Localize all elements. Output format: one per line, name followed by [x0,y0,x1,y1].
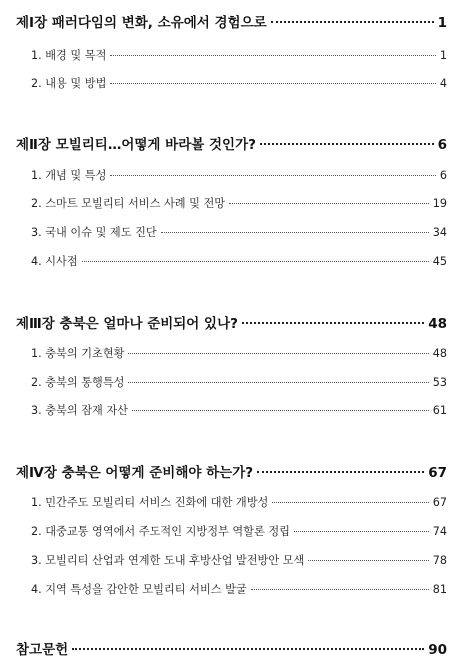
page-number: 90 [428,642,447,658]
item-title: 3. 국내 이슈 및 제도 진단 [31,226,157,239]
page-number: 67 [428,465,447,481]
dot-leader [161,232,429,233]
dot-leader [260,143,434,145]
page-number: 81 [432,583,447,596]
item-title: 3. 모빌리티 산업과 연계한 도내 후방산업 발전방안 모색 [31,554,305,567]
dot-leader [251,589,429,590]
toc-item[interactable] [31,224,447,240]
toc-item[interactable] [31,494,447,510]
page-number: 6 [439,169,447,182]
references-title: 참고문헌 [16,642,69,658]
page-number: 48 [428,316,447,332]
toc-chapter-2[interactable] [16,133,447,153]
page-number: 53 [432,376,447,389]
dot-leader [242,322,424,324]
toc-item[interactable] [31,253,447,269]
dot-leader [128,382,428,383]
page-number: 74 [432,525,447,538]
page-number: 6 [437,137,447,153]
chapter-title: 제Ⅰ장 패러다임의 변화, 소유에서 경험으로 [16,15,267,31]
dot-leader [82,261,429,262]
page-number: 1 [437,15,447,31]
item-title: 2. 내용 및 방법 [31,77,107,90]
chapter-title: 제Ⅲ장 충북은 얼마나 준비되어 있나? [16,316,238,332]
toc-item[interactable] [31,167,447,183]
toc-item[interactable] [31,374,447,390]
item-title: 2. 대중교통 영역에서 주도적인 지방정부 역할론 정립 [31,525,290,538]
dot-leader [271,21,434,23]
dot-leader [110,83,435,84]
page-number: 19 [432,197,447,210]
item-title: 4. 시사점 [31,255,78,268]
dot-leader [308,560,428,561]
dot-leader [272,502,428,503]
dot-leader [229,203,429,204]
dot-leader [72,648,424,650]
toc-item[interactable] [31,75,447,91]
chapter-title: 제Ⅳ장 충북은 어떻게 준비해야 하는가? [16,465,254,481]
toc-item[interactable] [31,581,447,597]
item-title: 2. 충북의 통행특성 [31,376,125,389]
item-title: 1. 개념 및 특성 [31,169,107,182]
dot-leader [257,471,424,473]
toc-item[interactable] [31,552,447,568]
item-title: 1. 민간주도 모빌리티 서비스 진화에 대한 개방성 [31,496,269,509]
toc-item[interactable] [31,345,447,361]
item-title: 4. 지역 특성을 감안한 모빌리티 서비스 발굴 [31,583,247,596]
dot-leader [110,55,435,56]
page-number: 48 [432,347,447,360]
toc-chapter-3[interactable] [16,312,447,332]
toc-item[interactable] [31,523,447,539]
page-number: 45 [432,255,447,268]
page-number: 78 [432,554,447,567]
dot-leader [110,175,435,176]
item-title: 2. 스마트 모빌리티 서비스 사례 및 전망 [31,197,226,210]
item-title: 1. 배경 및 목적 [31,49,107,62]
dot-leader [128,353,428,354]
page-number: 34 [432,226,447,239]
page-number: 61 [432,404,447,417]
toc-item[interactable] [31,195,447,211]
chapter-title: 제Ⅱ장 모빌리티…어떻게 바라볼 것인가? [16,137,256,153]
toc-references[interactable] [16,638,447,658]
toc-chapter-4[interactable] [16,461,447,481]
item-title: 1. 충북의 기초현황 [31,347,125,360]
dot-leader [132,410,429,411]
toc-item[interactable] [31,402,447,418]
page-number: 1 [439,49,447,62]
item-title: 3. 충북의 잠재 자산 [31,404,128,417]
toc-item[interactable] [31,47,447,63]
page-number: 4 [439,77,447,90]
page-number: 67 [432,496,447,509]
toc-chapter-1[interactable] [16,11,447,31]
dot-leader [294,531,429,532]
